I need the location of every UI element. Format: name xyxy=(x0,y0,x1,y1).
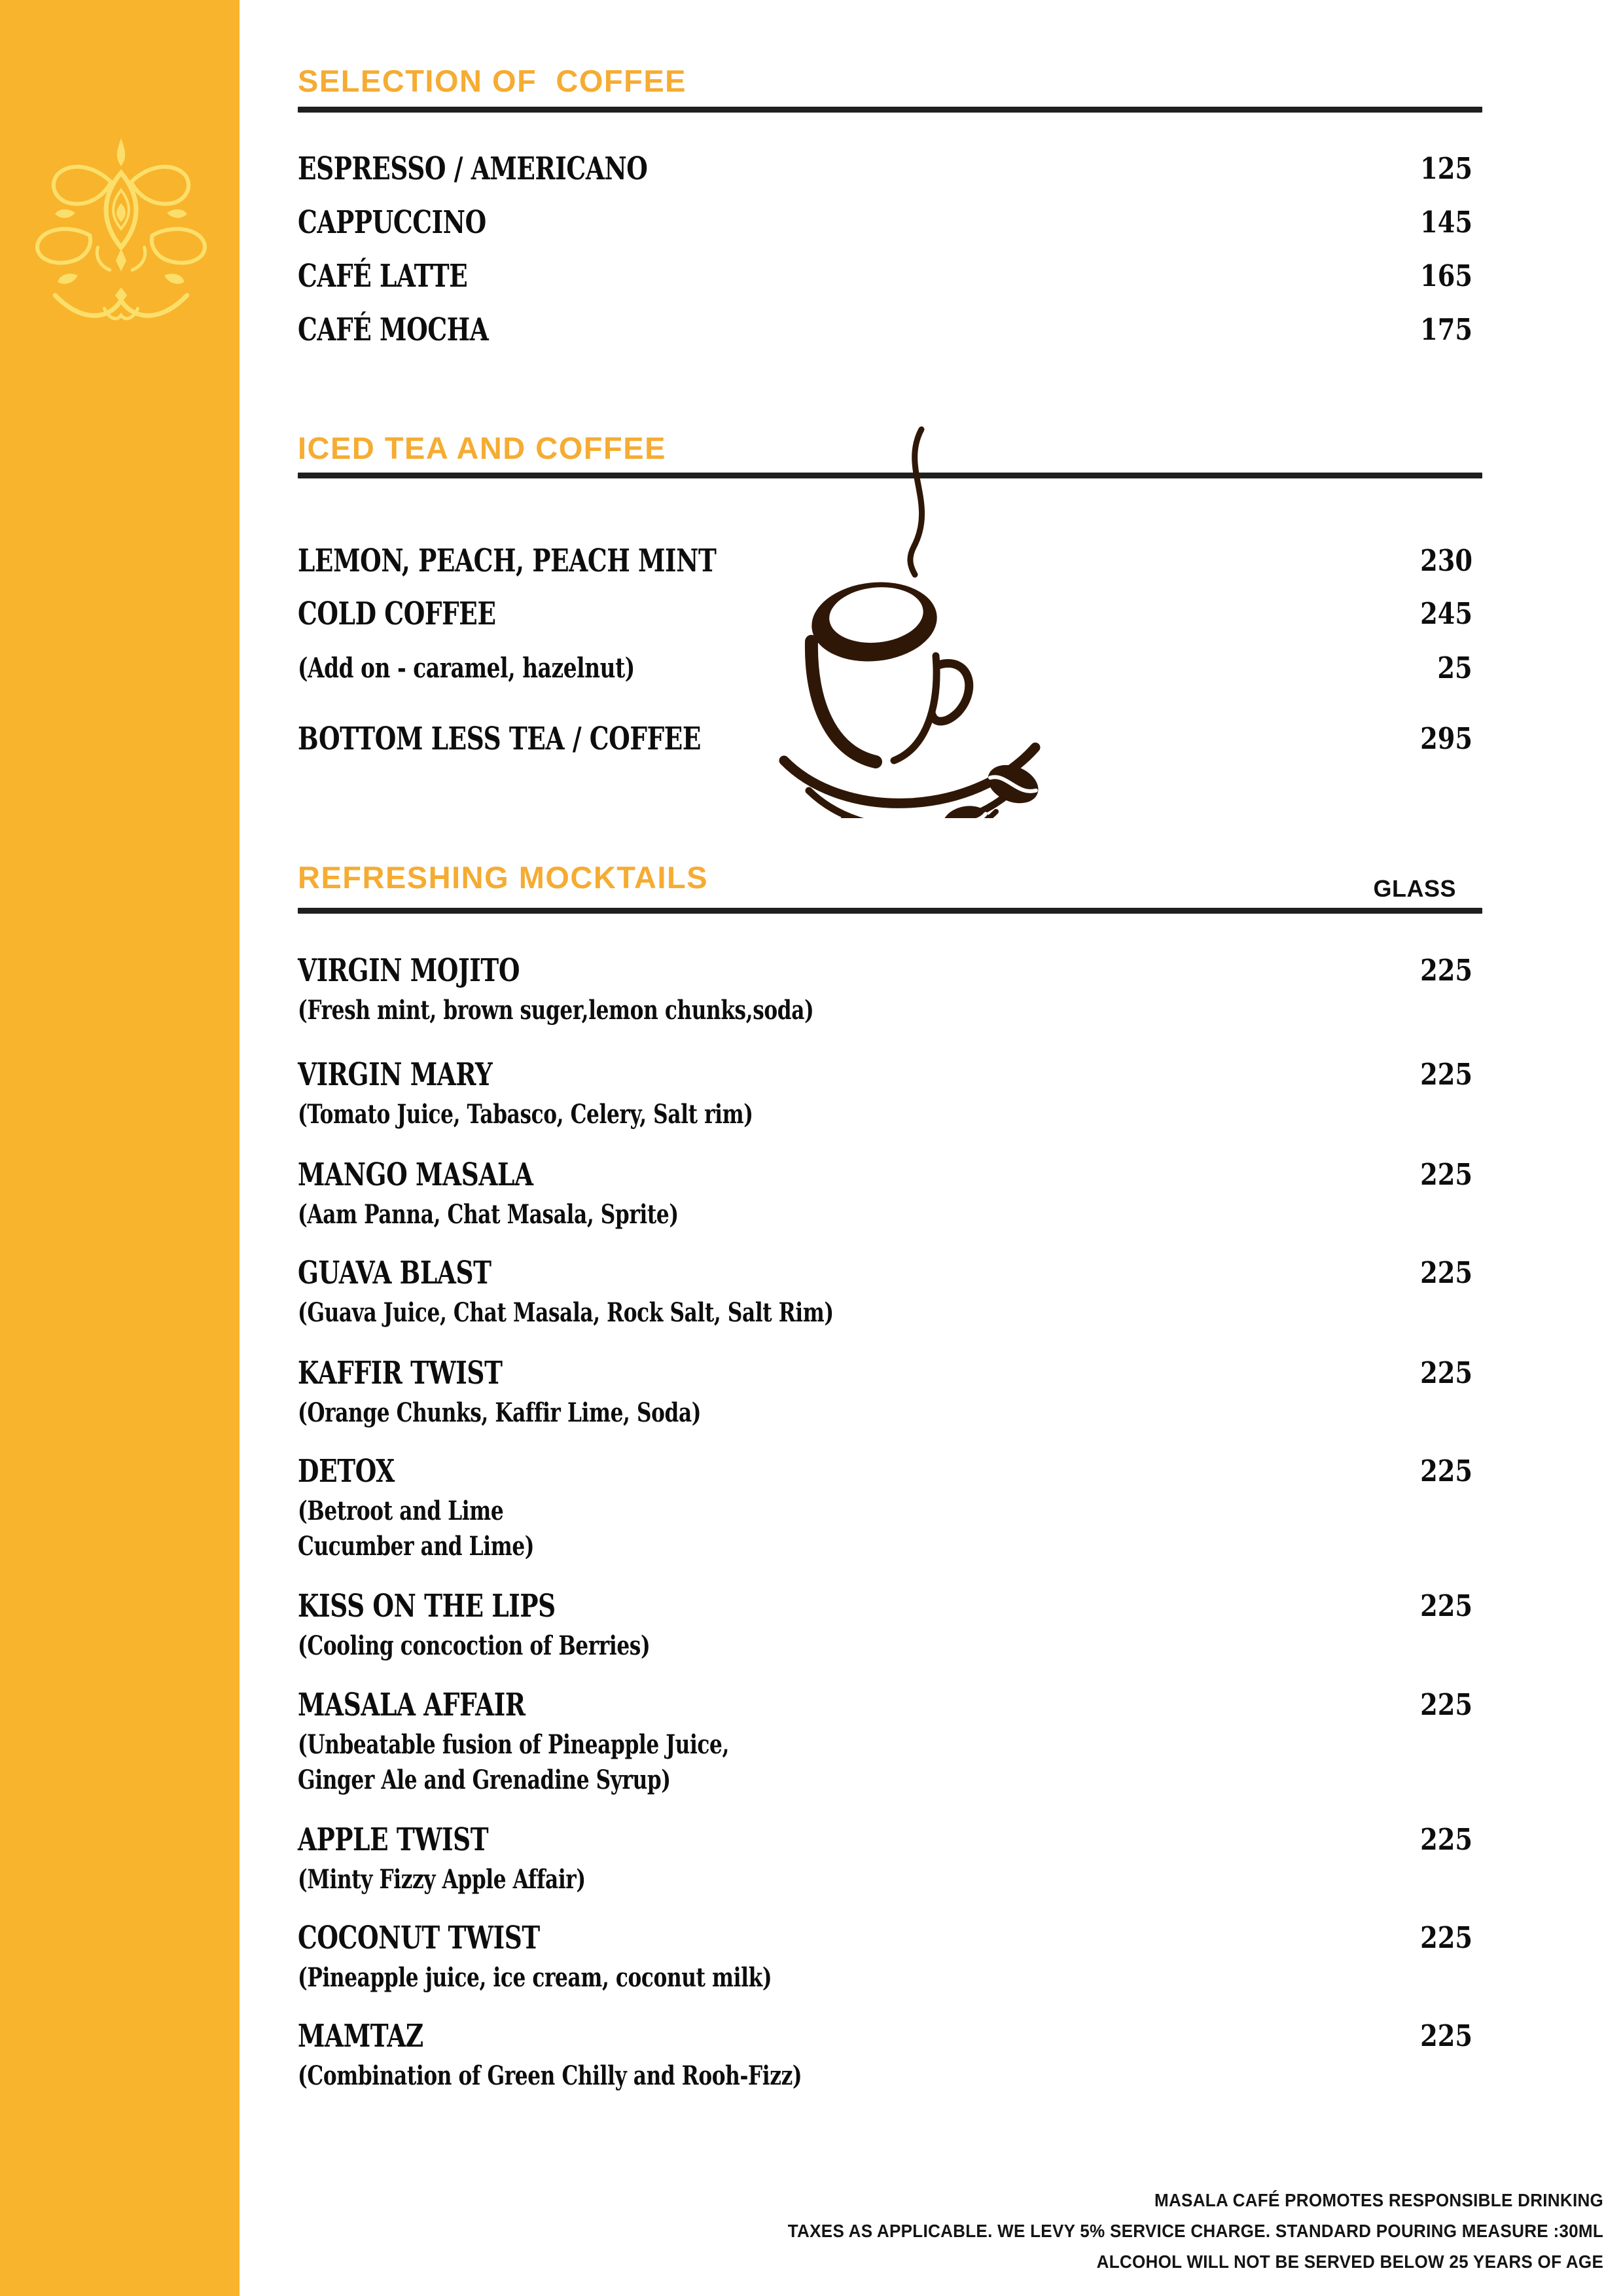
item-price: 225 xyxy=(1420,1057,1472,1092)
item-description xyxy=(298,1494,601,1564)
item-description-line: (Guava Juice, Chat Masala, Rock Salt, Salt Rim) xyxy=(298,1297,834,1328)
menu-item-row xyxy=(298,1588,1472,1664)
item-description xyxy=(298,2058,944,2094)
footer-line: ALCOHOL WILL NOT BE SERVED BELOW 25 YEARS OF AGE xyxy=(1096,2251,1603,2272)
item-description-line: (Aam Panna, Chat Masala, Sprite) xyxy=(298,1199,679,1230)
item-price: 225 xyxy=(1420,2018,1472,2053)
section-title-mocktails: REFRESHING MOCKTAILS xyxy=(298,860,709,895)
item-description xyxy=(298,1395,815,1431)
item-description xyxy=(298,1727,851,1798)
item-description-line: (Tomato Juice, Tabasco, Celery, Salt rim) xyxy=(298,1099,753,1130)
item-description xyxy=(298,1295,985,1331)
item-price: 125 xyxy=(1420,151,1472,186)
item-description-line: (Unbeatable fusion of Pineapple Juice, xyxy=(298,1729,729,1760)
item-name: BOTTOM LESS TEA / COFFEE xyxy=(298,721,702,757)
footer-notes xyxy=(726,2185,1603,2277)
item-price: 230 xyxy=(1420,543,1472,578)
item-description-line: (Cooling concoction of Berries) xyxy=(298,1630,651,1661)
menu-item-row xyxy=(298,1255,1472,1331)
menu-item-row xyxy=(298,204,1472,241)
item-description xyxy=(298,1960,905,1996)
menu-item-row xyxy=(298,258,1472,295)
item-description xyxy=(298,1197,786,1232)
item-price: 225 xyxy=(1420,1255,1472,1290)
item-name: CAPPUCCINO xyxy=(298,204,486,241)
menu-item-row xyxy=(298,1920,1472,1996)
item-price: 225 xyxy=(1420,953,1472,988)
footer-line: TAXES AS APPLICABLE. WE LEVY 5% SERVICE CHARGE. STANDARD POURING MEASURE :30ML xyxy=(787,2221,1603,2241)
item-name: CAFÉ MOCHA xyxy=(298,312,489,348)
item-description-line: Cucumber and Lime) xyxy=(298,1531,535,1562)
section-title-coffee: SELECTION OF COFFEE xyxy=(298,63,687,98)
item-price: 145 xyxy=(1420,205,1472,240)
menu-item-row xyxy=(298,2018,1472,2094)
item-name: VIRGIN MARY xyxy=(298,1056,493,1093)
item-name: KISS ON THE LIPS xyxy=(298,1588,556,1624)
menu-item-row xyxy=(298,1355,1472,1431)
menu-item-row xyxy=(298,151,1472,187)
item-name: LEMON, PEACH, PEACH MINT xyxy=(298,543,717,579)
menu-item-row xyxy=(298,1157,1472,1232)
section-title-iced: ICED TEA AND COFFEE xyxy=(298,431,666,465)
item-description xyxy=(298,993,959,1028)
item-price: 225 xyxy=(1420,1920,1472,1955)
menu-item-row xyxy=(298,312,1472,348)
item-name: APPLE TWIST xyxy=(298,1821,489,1858)
item-description xyxy=(298,1097,882,1132)
item-name: MANGO MASALA xyxy=(298,1157,533,1193)
item-description xyxy=(298,1862,667,1897)
item-price: 225 xyxy=(1420,1822,1472,1857)
item-name: CAFÉ LATTE xyxy=(298,258,468,295)
item-price: 25 xyxy=(1437,651,1472,685)
item-description-line: Ginger Ale and Grenadine Syrup) xyxy=(298,1765,671,1795)
item-name: MASALA AFFAIR xyxy=(298,1687,526,1723)
item-name: COLD COFFEE xyxy=(298,596,496,632)
item-name: VIRGIN MOJITO xyxy=(298,952,520,989)
item-name: ESPRESSO / AMERICANO xyxy=(298,151,648,187)
item-description-line: (Combination of Green Chilly and Rooh-Fizz) xyxy=(298,2060,802,2091)
left-accent-band xyxy=(0,0,240,2296)
item-price: 225 xyxy=(1420,1588,1472,1623)
item-price: 225 xyxy=(1420,1687,1472,1722)
item-price: 295 xyxy=(1420,721,1472,756)
coffee-cup-illustration xyxy=(746,425,1086,818)
item-price: 225 xyxy=(1420,1355,1472,1390)
footer-line: MASALA CAFÉ PROMOTES RESPONSIBLE DRINKING xyxy=(1154,2190,1603,2210)
section-divider xyxy=(298,107,1482,113)
item-name: DETOX xyxy=(298,1453,395,1490)
item-price: 165 xyxy=(1420,259,1472,293)
item-description-line: (Orange Chunks, Kaffir Lime, Soda) xyxy=(298,1397,702,1428)
menu-item-row xyxy=(298,1687,1472,1798)
item-description-line: (Pineapple juice, ice cream, coconut milk) xyxy=(298,1962,772,1993)
menu-item-row xyxy=(298,1056,1472,1132)
menu-item-row xyxy=(298,1821,1472,1897)
item-description xyxy=(298,1628,749,1664)
menu-item-row xyxy=(298,1453,1472,1564)
item-name: (Add on - caramel, hazelnut) xyxy=(298,652,635,684)
menu-item-row xyxy=(298,952,1472,1028)
item-name: MAMTAZ xyxy=(298,2018,423,2054)
item-price: 175 xyxy=(1420,312,1472,347)
item-name: KAFFIR TWIST xyxy=(298,1355,503,1391)
item-price: 225 xyxy=(1420,1454,1472,1488)
section-divider xyxy=(298,908,1482,914)
item-description-line: (Fresh mint, brown suger,lemon chunks,soda) xyxy=(298,995,814,1026)
floral-ornament-icon xyxy=(29,134,213,327)
glass-column-label: GLASS xyxy=(1373,875,1456,902)
item-name: COCONUT TWIST xyxy=(298,1920,540,1956)
item-description-line: (Minty Fizzy Apple Affair) xyxy=(298,1864,586,1895)
item-description-line: (Betroot and Lime xyxy=(298,1496,504,1526)
item-price: 245 xyxy=(1420,596,1472,631)
item-name: GUAVA BLAST xyxy=(298,1255,491,1291)
item-price: 225 xyxy=(1420,1157,1472,1192)
